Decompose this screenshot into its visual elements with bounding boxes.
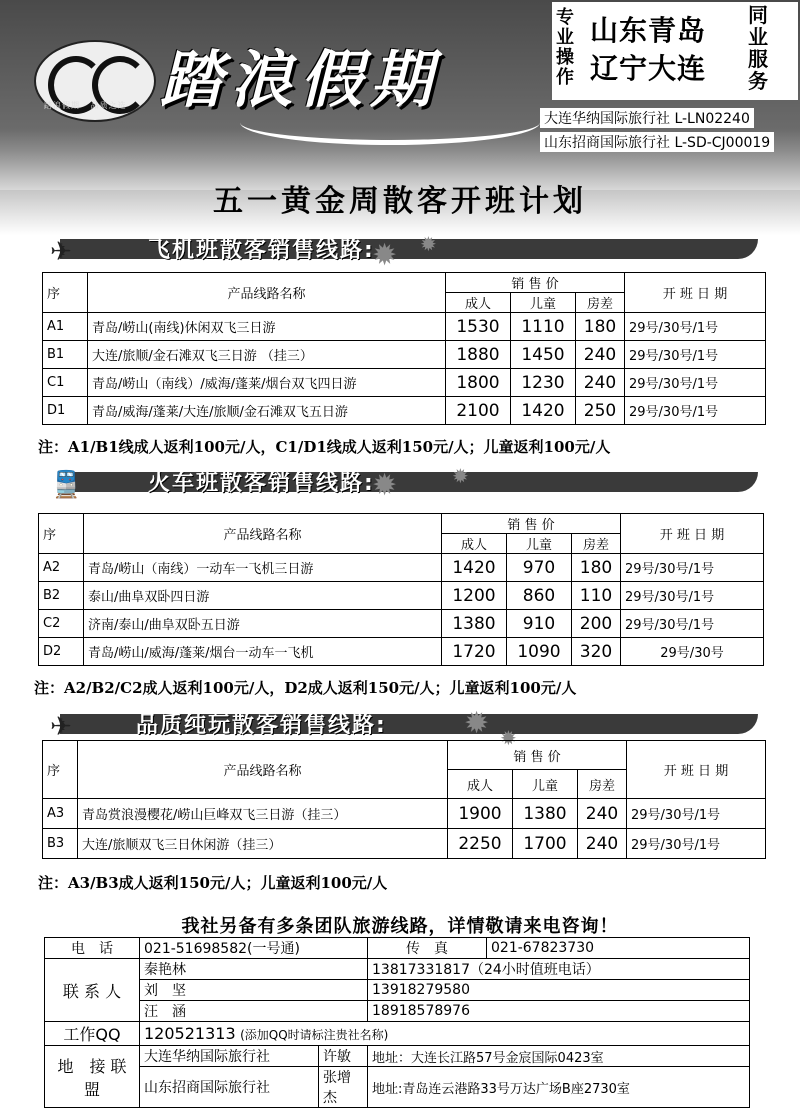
row-adult: 1380 (442, 610, 507, 638)
row-child: 1110 (511, 313, 576, 341)
row-date: 29号/30号/1号 (627, 829, 766, 859)
col-name: 产品线路名称 (88, 273, 446, 313)
row-date: 29号/30号/1号 (621, 554, 764, 582)
contact-table (44, 937, 750, 1108)
row-name: 青岛/崂山（南线）/威海/蓬莱/烟台双飞四日游 (88, 369, 446, 397)
row-adult: 1200 (442, 582, 507, 610)
starburst-icon: ✹ (420, 232, 437, 256)
table-row (39, 610, 764, 638)
flight-route-table (42, 272, 766, 425)
airplane-icon: ✈ (50, 712, 72, 742)
row-code: B2 (39, 582, 84, 610)
row-code: A2 (39, 554, 84, 582)
section-banner-train (40, 466, 758, 500)
col-name: 产品线路名称 (78, 741, 448, 799)
table-row (43, 397, 766, 425)
row-adult: 1420 (442, 554, 507, 582)
row-code: D2 (39, 638, 84, 666)
table-row (39, 554, 764, 582)
contact-person-tel: 13817331817（24小时值班电话） (368, 959, 750, 980)
row-date: 29号/30号/1号 (625, 369, 766, 397)
row-room: 320 (572, 638, 621, 666)
row-adult: 2100 (446, 397, 511, 425)
tag-professional: 专业操作 (556, 7, 574, 88)
row-room: 250 (576, 397, 625, 425)
col-room: 房差 (576, 293, 625, 313)
starburst-icon: ✹ (372, 238, 398, 273)
col-name: 产品线路名称 (84, 514, 442, 554)
row-room: 180 (576, 313, 625, 341)
section-title: 飞机班散客销售线路: (148, 238, 375, 263)
table-row (43, 369, 766, 397)
row-child: 1380 (513, 799, 578, 829)
row-code: B1 (43, 341, 88, 369)
col-adult: 成人 (446, 293, 511, 313)
location-qingdao: 山东青岛 (590, 14, 707, 47)
brand-name: 踏浪假期 (160, 43, 441, 116)
qq-label: 工作QQ (45, 1022, 140, 1046)
row-name: 青岛/崂山/威海/蓬莱/烟台一动车一飞机 (84, 638, 442, 666)
row-name: 青岛/崂山(南线)休闲双飞三日游 (88, 313, 446, 341)
row-name: 大连/旅顺/金石滩双飞三日游 （挂三） (88, 341, 446, 369)
col-price: 销 售 价 (446, 273, 625, 293)
page-title: 五一黄金周散客开班计划 (213, 184, 587, 219)
alliance-agency: 山东招商国际旅行社 (140, 1067, 319, 1108)
section-note: 注：A2/B2/C2成人返利100元/人，D2成人返利150元/人；儿童返利100元/人 (34, 679, 577, 697)
alliance-person: 张增杰 (319, 1067, 368, 1108)
consult-notice: 我社另备有多条团队旅游线路，详情敬请来电咨询！ (181, 916, 619, 937)
alliance-agency: 大连华纳国际旅行社 (140, 1046, 319, 1067)
row-name: 泰山/曲阜双卧四日游 (84, 582, 442, 610)
row-date: 29号/30号/1号 (625, 313, 766, 341)
row-code: A1 (43, 313, 88, 341)
tag-trade-service: 同业服务 (748, 3, 768, 93)
section-banner-flight (40, 233, 758, 267)
row-date: 29号/30号/1号 (621, 610, 764, 638)
col-price: 销 售 价 (442, 514, 621, 534)
logo-caption: 踏浪假期 · 品质之选 (44, 101, 127, 110)
section-banner-quality (40, 708, 758, 742)
row-room: 180 (572, 554, 621, 582)
agency-license-1: 大连华纳国际旅行社 L-LN02240 (540, 108, 754, 128)
row-child: 910 (507, 610, 572, 638)
row-code: B3 (43, 829, 78, 859)
brand-swoosh (240, 100, 540, 145)
row-adult: 1880 (446, 341, 511, 369)
row-code: C2 (39, 610, 84, 638)
col-price: 销 售 价 (448, 741, 627, 770)
row-date: 29号/30号/1号 (627, 799, 766, 829)
train-route-table (38, 513, 764, 666)
table-row (43, 799, 766, 829)
row-adult: 2250 (448, 829, 513, 859)
agency-license-2: 山东招商国际旅行社 L-SD-CJ00019 (540, 132, 774, 152)
starburst-icon: ✹ (452, 464, 469, 488)
starburst-icon: ✹ (500, 726, 517, 750)
row-child: 1090 (507, 638, 572, 666)
table-row (43, 341, 766, 369)
section-title: 火车班散客销售线路: (148, 471, 375, 496)
alliance-address: 地址：大连长江路57号金宸国际0423室 (368, 1046, 750, 1067)
section-note: 注：A3/B3成人返利150元/人；儿童返利100元/人 (38, 874, 388, 892)
row-room: 200 (572, 610, 621, 638)
row-adult: 1900 (448, 799, 513, 829)
row-adult: 1800 (446, 369, 511, 397)
airplane-icon: ✈ (50, 237, 72, 267)
table-row (43, 829, 766, 859)
row-name: 青岛/崂山（南线）一动车一飞机三日游 (84, 554, 442, 582)
contact-person-tel: 18918578976 (368, 1001, 750, 1022)
row-name: 大连/旅顺双飞三日休闲游（挂三） (78, 829, 448, 859)
table-row (39, 638, 764, 666)
alliance-person: 许敏 (319, 1046, 368, 1067)
row-code: C1 (43, 369, 88, 397)
row-room: 110 (572, 582, 621, 610)
row-date: 29号/30号 (621, 638, 764, 666)
phone-value: 021-51698582(一号通) (140, 938, 368, 959)
contact-person-label: 联 系 人 (45, 959, 140, 1022)
col-adult: 成人 (442, 534, 507, 554)
col-seq: 序 (43, 273, 88, 313)
qq-value: 120521313 (144, 1024, 236, 1043)
col-room: 房差 (578, 770, 627, 799)
row-code: D1 (43, 397, 88, 425)
row-child: 1420 (511, 397, 576, 425)
row-date: 29号/30号/1号 (625, 341, 766, 369)
row-child: 970 (507, 554, 572, 582)
col-child: 儿童 (511, 293, 576, 313)
col-child: 儿童 (507, 534, 572, 554)
fax-label: 传 真 (368, 938, 487, 959)
qq-note: (添加QQ时请标注贵社名称) (240, 1028, 389, 1042)
col-child: 儿童 (513, 770, 578, 799)
location-dalian: 辽宁大连 (590, 52, 707, 85)
contact-person-name: 汪 涵 (140, 1001, 368, 1022)
quality-route-table (42, 740, 766, 859)
col-adult: 成人 (448, 770, 513, 799)
row-name: 青岛/威海/蓬莱/大连/旅顺/金石滩双飞五日游 (88, 397, 446, 425)
col-date: 开 班 日 期 (625, 273, 766, 313)
col-date: 开 班 日 期 (627, 741, 766, 799)
fax-value: 021-67823730 (487, 938, 750, 959)
col-seq: 序 (39, 514, 84, 554)
row-child: 1450 (511, 341, 576, 369)
contact-person-name: 秦艳林 (140, 959, 368, 980)
row-name: 济南/泰山/曲阜双卧五日游 (84, 610, 442, 638)
row-room: 240 (576, 341, 625, 369)
section-title: 品质纯玩散客销售线路: (136, 713, 387, 738)
row-room: 240 (578, 799, 627, 829)
row-room: 240 (576, 369, 625, 397)
train-icon: 🚆 (50, 470, 83, 500)
row-date: 29号/30号/1号 (625, 397, 766, 425)
col-seq: 序 (43, 741, 78, 799)
starburst-icon: ✹ (464, 706, 490, 741)
phone-label: 电 话 (45, 938, 140, 959)
alliance-address: 地址:青岛连云港路33号万达广场B座2730室 (368, 1067, 750, 1108)
row-code: A3 (43, 799, 78, 829)
row-room: 240 (578, 829, 627, 859)
row-adult: 1530 (446, 313, 511, 341)
row-child: 1700 (513, 829, 578, 859)
row-name: 青岛赏浪漫樱花/崂山巨峰双飞三日游（挂三） (78, 799, 448, 829)
col-room: 房差 (572, 534, 621, 554)
alliance-label: 地 接 联 盟 (45, 1046, 140, 1108)
row-adult: 1720 (442, 638, 507, 666)
section-note: 注：A1/B1线成人返利100元/人，C1/D1线成人返利150元/人；儿童返利100元/人 (38, 438, 611, 456)
contact-person-tel: 13918279580 (368, 980, 750, 1001)
contact-person-name: 刘 坚 (140, 980, 368, 1001)
starburst-icon: ✹ (372, 468, 398, 503)
table-row (43, 313, 766, 341)
col-date: 开 班 日 期 (621, 514, 764, 554)
row-child: 1230 (511, 369, 576, 397)
table-row (39, 582, 764, 610)
row-child: 860 (507, 582, 572, 610)
row-date: 29号/30号/1号 (621, 582, 764, 610)
